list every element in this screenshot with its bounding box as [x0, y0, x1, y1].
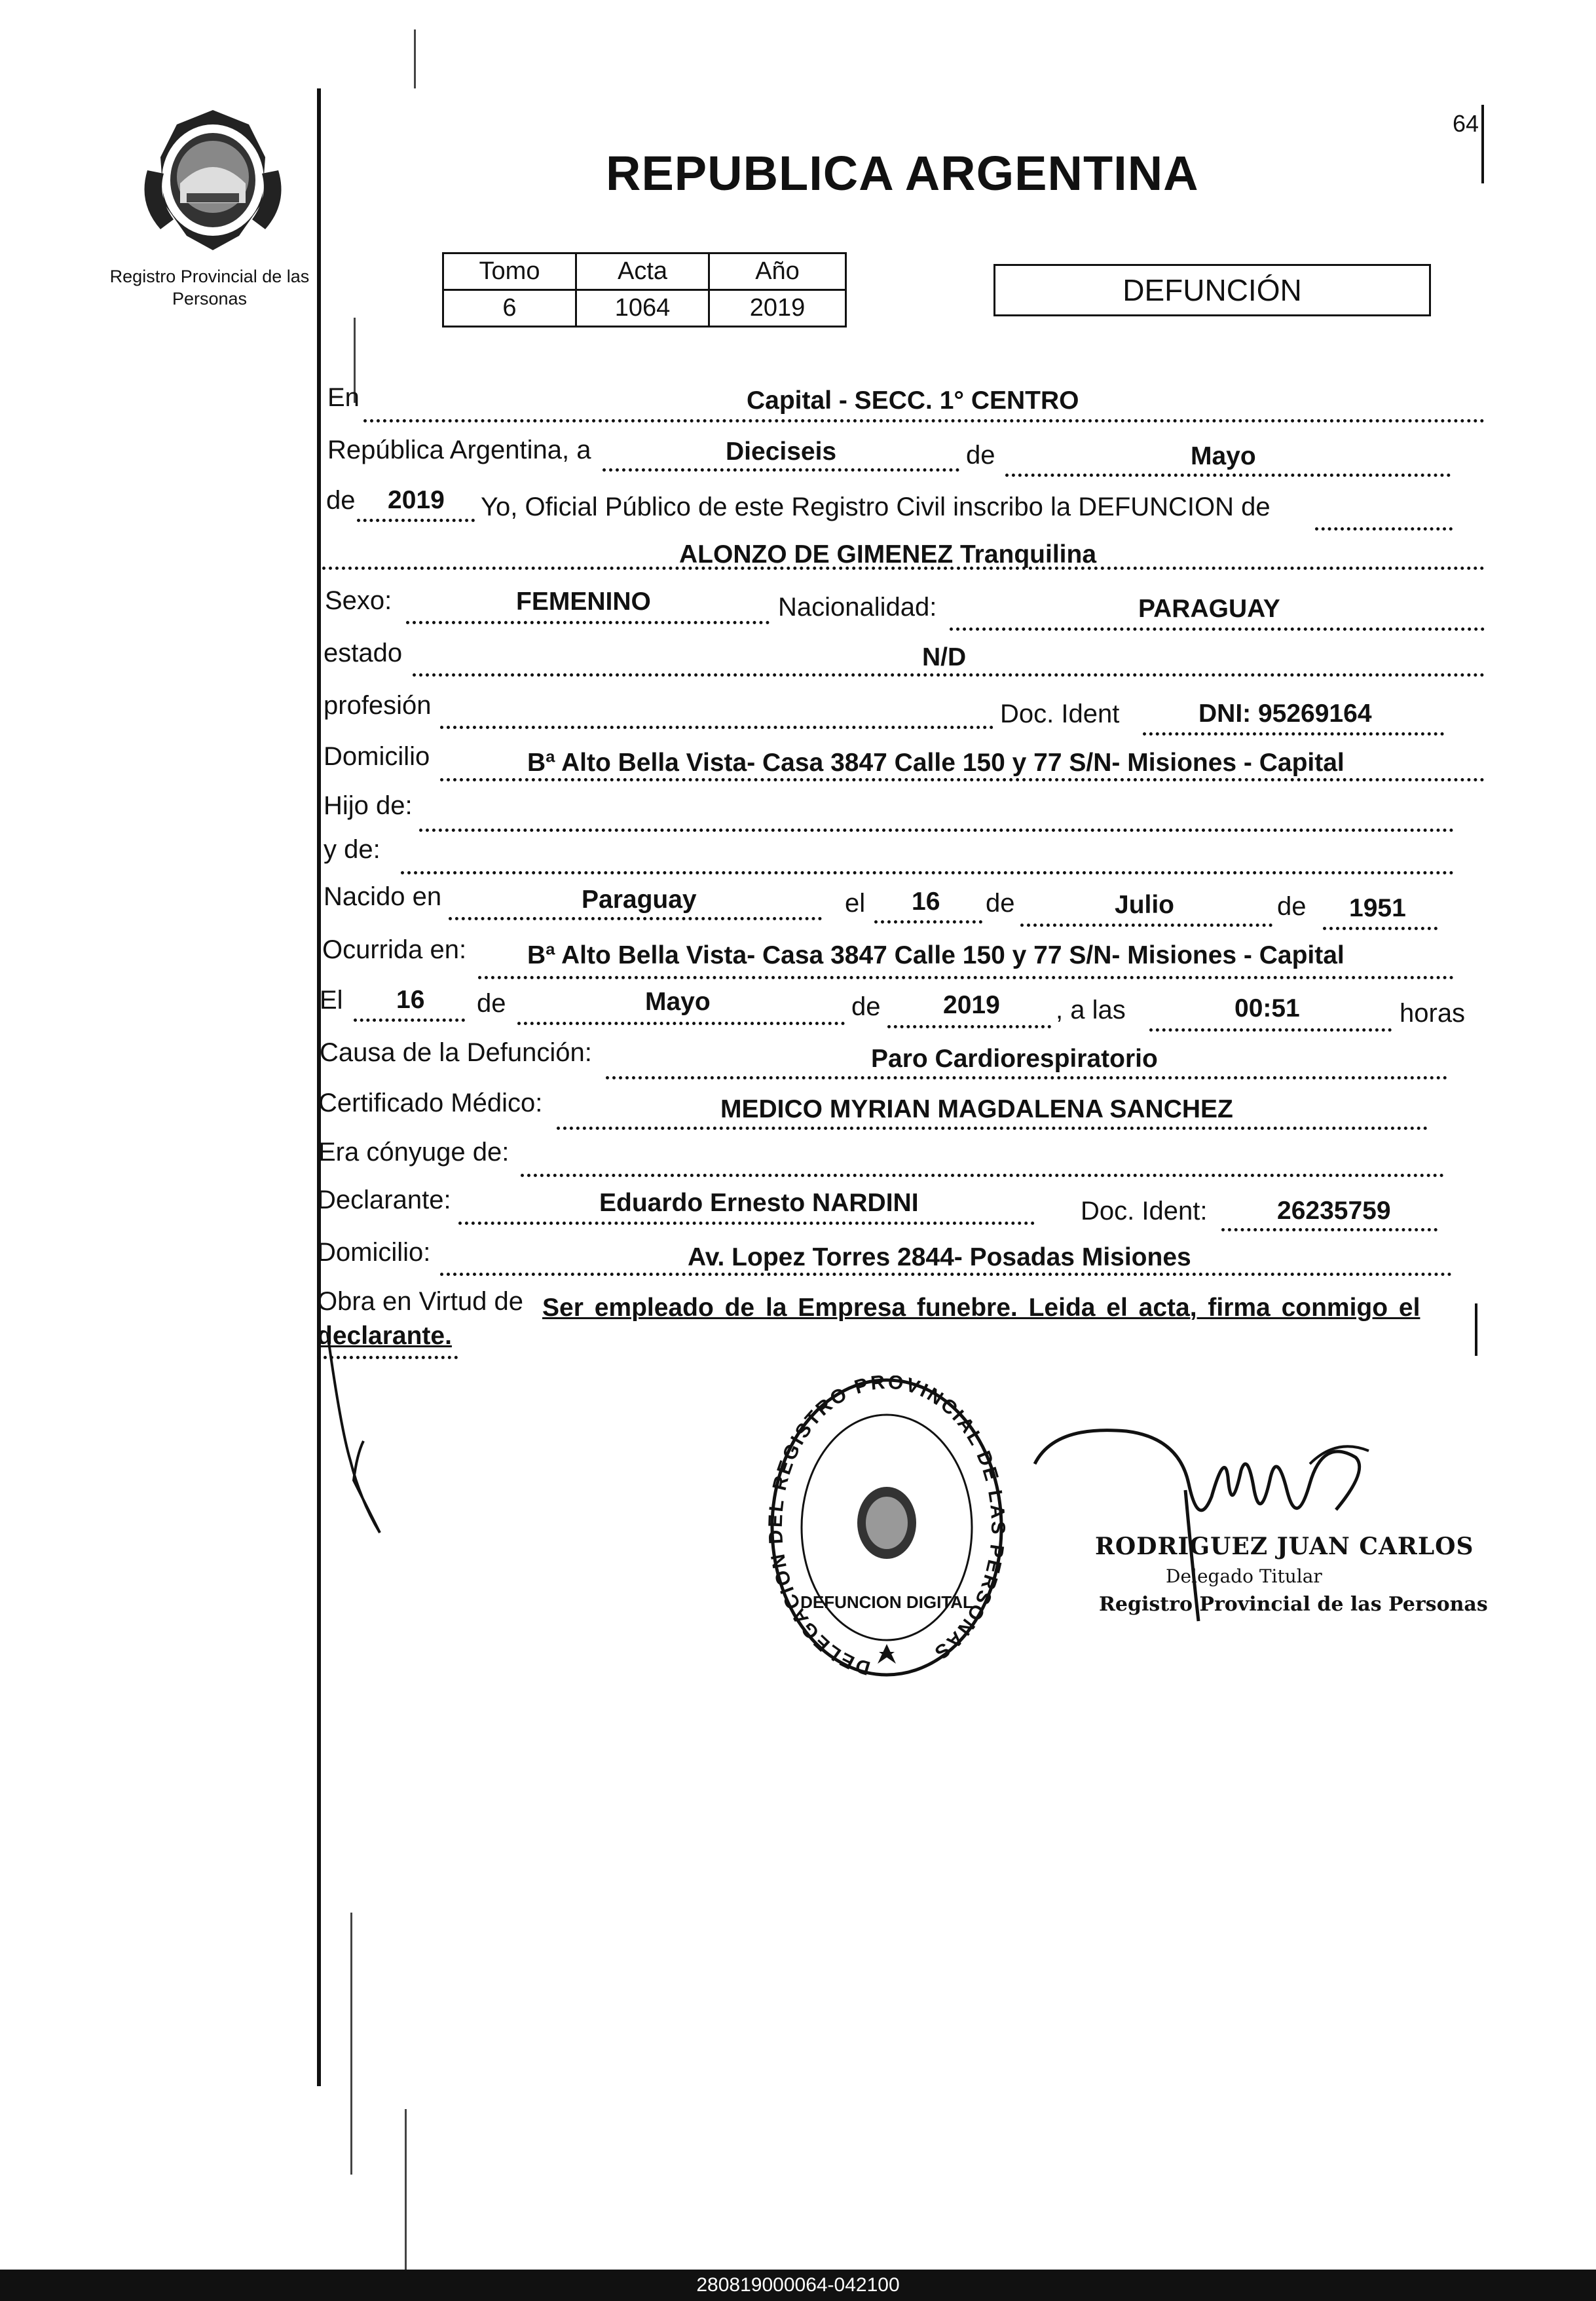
declarante-label: Declarante: — [317, 1186, 451, 1214]
ocurrida-label: Ocurrida en: — [322, 935, 467, 964]
domicilio-label: Domicilio — [324, 742, 430, 771]
sexo-line — [406, 621, 770, 624]
sexo-label: Sexo: — [325, 586, 392, 615]
y-de-line — [401, 871, 1454, 874]
year-label: de — [326, 486, 356, 515]
year-value: 2019 — [388, 486, 445, 514]
nacionalidad-line — [950, 627, 1485, 631]
conyuge-label: Era cónyuge de: — [318, 1138, 510, 1167]
deceased-name: ALONZO DE GIMENEZ Tranquilina — [679, 540, 1097, 569]
declarante-dom-line — [440, 1273, 1452, 1276]
birth-year-line — [1323, 927, 1438, 930]
tomo-header: Tomo — [443, 253, 576, 290]
birth-day-line — [874, 920, 982, 924]
el-label: el — [845, 889, 866, 918]
page-number: 64 — [1453, 110, 1479, 137]
register-table-values — [443, 290, 846, 327]
fold-mark-lower — [350, 1913, 352, 2175]
causa-line — [606, 1076, 1447, 1079]
obra-value-line2: declarante. — [317, 1322, 452, 1350]
obra-value-line1: Ser empleado de la Empresa funebre. Leida el acta, firma conmigo el — [542, 1294, 1420, 1322]
a-las-label: , a las — [1056, 996, 1126, 1024]
estado-value: N/D — [922, 643, 967, 671]
day-line — [603, 468, 959, 472]
nacido-line — [449, 917, 822, 920]
birth-month: Julio — [1115, 891, 1175, 919]
death-time-line — [1149, 1028, 1392, 1032]
birth-day: 16 — [912, 888, 940, 916]
sexo-value: FEMENINO — [516, 588, 651, 616]
nacionalidad-label: Nacionalidad: — [778, 593, 937, 622]
ocurrida-value: Bª Alto Bella Vista- Casa 3847 Calle 150 y 77 S/N- Misiones - Capital — [527, 941, 1345, 969]
death-de1: de — [477, 989, 506, 1018]
day-value: Dieciseis — [726, 438, 837, 466]
birth-month-line — [1020, 924, 1272, 927]
death-year-line — [887, 1025, 1051, 1028]
pen-stroke — [321, 1330, 399, 1546]
conyuge-line — [521, 1174, 1444, 1177]
signatory-name: RODRIGUEZ JUAN CARLOS — [1095, 1533, 1474, 1560]
ocurrida-line — [478, 976, 1454, 979]
nacido-label: Nacido en — [324, 882, 442, 911]
horas-label: horas — [1400, 999, 1466, 1028]
death-de2: de — [851, 992, 881, 1021]
hijo-line — [419, 829, 1454, 832]
birth-de2: de — [1277, 892, 1307, 921]
obra-label: Obra en Virtud de — [317, 1287, 524, 1316]
fold-mark-bottom — [405, 2109, 407, 2279]
certificado-label: Certificado Médico: — [318, 1089, 543, 1117]
fold-mark-top — [414, 29, 416, 88]
country-title: REPUBLICA ARGENTINA — [606, 146, 1199, 200]
declarante-doc-line — [1221, 1228, 1438, 1231]
death-month: Mayo — [645, 988, 711, 1016]
right-margin-line — [1481, 105, 1484, 183]
doc-ident-label: Doc. Ident — [1000, 700, 1120, 728]
domicilio-line — [440, 778, 1485, 781]
ano-value: 2019 — [709, 290, 846, 327]
birth-year: 1951 — [1349, 894, 1406, 922]
death-time: 00:51 — [1234, 994, 1300, 1022]
en-value: Capital - SECC. 1° CENTRO — [747, 386, 1079, 415]
republica-label: República Argentina, a — [327, 436, 591, 464]
causa-label: Causa de la Defunción: — [320, 1038, 592, 1067]
en-label: En — [327, 383, 360, 412]
certificado-line — [557, 1127, 1428, 1130]
left-margin-line — [317, 88, 321, 2086]
declarante-line — [458, 1222, 1035, 1225]
register-table — [442, 252, 847, 327]
doc-ident-value: DNI: 95269164 — [1198, 700, 1372, 728]
declarante-value: Eduardo Ernesto NARDINI — [599, 1189, 919, 1217]
register-table-header — [443, 253, 846, 290]
el2-label: El — [320, 986, 343, 1015]
document-type-box — [993, 264, 1431, 316]
birth-de1: de — [986, 889, 1015, 918]
oficial-text: Yo, Oficial Público de este Registro Civil inscribo la DEFUNCION de — [481, 493, 1271, 521]
declarante-doc-value: 26235759 — [1277, 1197, 1391, 1225]
month-value: Mayo — [1191, 442, 1256, 470]
acta-value: 1064 — [576, 290, 709, 327]
causa-value: Paro Cardiorespiratorio — [871, 1045, 1158, 1073]
nacido-value: Paraguay — [582, 886, 697, 914]
profesion-line — [440, 726, 993, 729]
death-day-line — [354, 1019, 465, 1022]
tomo-value: 6 — [443, 290, 576, 327]
de-label: de — [966, 441, 995, 470]
year-line — [357, 519, 475, 522]
svg-text:DELEGACION DEL REGISTRO PROVIN: DELEGACION L REGISTRO PROVINCIAL DE LAS PERSONAS — [768, 1375, 1007, 1679]
estado-label: estado — [324, 639, 403, 667]
domicilio-value: Bª Alto Bella Vista- Casa 3847 Calle 150 y 77 S/N- Misiones - Capital — [527, 749, 1345, 777]
official-seal — [768, 1375, 1007, 1680]
signatory-office: Registro Provincial de las Personas — [1099, 1593, 1488, 1616]
declarante-dom-label: Domicilio: — [317, 1238, 431, 1267]
svg-text:DEFUNCION DIGITAL: DEFUNCION DIGITAL — [800, 1592, 973, 1612]
oficial-line — [1315, 527, 1453, 531]
y-de-label: y de: — [324, 835, 380, 864]
acta-header: Acta — [576, 253, 709, 290]
ano-header: Año — [709, 253, 846, 290]
signatory-title: Delegado Titular — [1166, 1565, 1322, 1587]
declarante-dom-value: Av. Lopez Torres 2844- Posadas Misiones — [688, 1243, 1191, 1271]
document-type: DEFUNCIÓN — [1123, 273, 1302, 307]
month-line — [1005, 474, 1451, 477]
footer-bar — [0, 2270, 1596, 2301]
hijo-label: Hijo de: — [324, 791, 413, 820]
death-day: 16 — [396, 986, 425, 1014]
province-logo — [134, 105, 291, 255]
obra-right-line — [1475, 1303, 1477, 1356]
death-year: 2019 — [943, 991, 1000, 1019]
certificado-value: MEDICO MYRIAN MAGDALENA SANCHEZ — [720, 1095, 1233, 1123]
doc-ident-line — [1143, 732, 1444, 736]
nacionalidad-value: PARAGUAY — [1138, 595, 1280, 623]
estado-line — [413, 673, 1485, 677]
registry-name: Registro Provincial de las Personas — [109, 267, 310, 309]
profesion-label: profesión — [324, 691, 432, 720]
declarante-doc-label: Doc. Ident: — [1081, 1197, 1208, 1225]
death-month-line — [517, 1022, 845, 1025]
en-line — [363, 419, 1485, 422]
footer-code: 280819000064-042100 — [696, 2274, 900, 2296]
